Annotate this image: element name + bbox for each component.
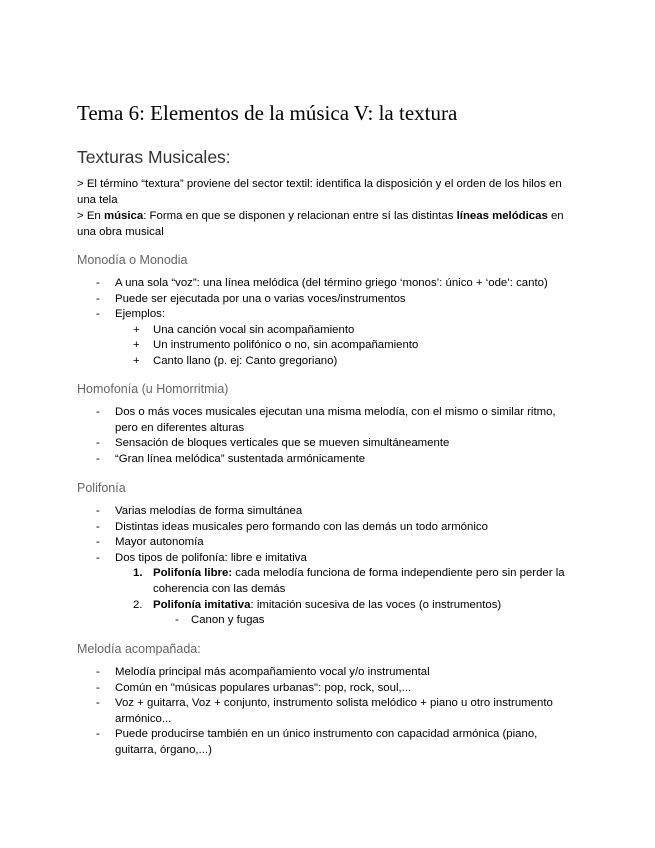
intro-text: : Forma en que se disponen y relacionan entre sí las distintas (143, 210, 457, 222)
dash-marker: - (96, 452, 100, 465)
section-polifonia (77, 480, 577, 629)
item-text: : imitación sucesiva de las voces (o instrumentos) (250, 598, 502, 611)
section-heading: Polifonía (77, 481, 126, 495)
intro-paragraph (77, 208, 575, 240)
item-text: Común en "músicas populares urbanas": pop, rock, soul,... (115, 681, 412, 694)
item-text: “Gran línea melódica” sustentada armónicamente (115, 452, 366, 465)
section-heading: Homofonía (u Homorritmia) (77, 382, 229, 396)
list-item (77, 520, 577, 536)
item-text: A una sola “voz”: una línea melódica (del término griego ‘monos’: único + ‘ode’: canto) (115, 277, 548, 289)
sub-list (153, 613, 577, 629)
sub-item-text: Una canción vocal sin acompañamiento (153, 323, 355, 336)
sub-list (115, 323, 577, 370)
document-title: Tema 6: Elementos de la música V: la textura (77, 101, 458, 125)
dash-marker: - (96, 681, 100, 694)
dash-marker: - (96, 277, 100, 289)
dash-marker: - (96, 697, 100, 710)
item-text: Puede ser ejecutada por una o varias voces/instrumentos (115, 292, 406, 305)
dash-marker: - (96, 292, 100, 305)
item-text: Mayor autonomía (115, 536, 204, 549)
item-text: Voz + guitarra, Voz + conjunto, instrumento solista melódico + piano u otro instrumento armónico... (115, 697, 553, 725)
intro-text: El término “textura” proviene del sector textil: identifica la disposición y el orden de los hilos en una tela (77, 178, 562, 206)
numbered-list (115, 566, 577, 628)
number-marker: 1. (133, 567, 143, 580)
dash-marker: - (96, 728, 100, 741)
item-text: cada melodía funciona de forma independiente pero sin perder la coherencia con las demás (153, 567, 565, 595)
item-text: Dos tipos de polifonía: libre e imitativa (115, 551, 307, 564)
list-item (77, 276, 577, 292)
item-text: Varias melodías de forma simultánea (115, 505, 303, 517)
sub-list-item (77, 323, 577, 339)
dash-marker: - (96, 406, 100, 418)
dash-marker: - (96, 536, 100, 549)
list-item (77, 307, 577, 369)
dash-marker: - (96, 437, 100, 450)
list-item (77, 551, 577, 629)
sub-list-item (77, 613, 577, 629)
list-item (77, 436, 577, 452)
number-marker: 2. (133, 598, 143, 611)
section-heading: Melodía acompañada: (77, 642, 201, 656)
dash-marker: - (96, 666, 100, 678)
item-text: Melodía principal más acompañamiento vocal y/o instrumental (115, 666, 430, 678)
item-text: Sensación de bloques verticales que se mueven simultáneamente (115, 437, 450, 450)
section-subtitle: Texturas Musicales: (77, 147, 231, 167)
section-heading: Monodía o Monodia (77, 253, 188, 267)
plus-marker: + (133, 323, 140, 336)
dash-marker: - (96, 551, 100, 564)
list-item (77, 727, 577, 758)
list-item (77, 696, 577, 727)
intro-paragraph (77, 176, 575, 208)
numbered-item-text (153, 599, 501, 611)
section-monodia (77, 252, 577, 370)
item-text: Puede producirse también en un único instrumento con capacidad armónica (piano, guitarra, órgano,...) (115, 728, 538, 756)
dash-marker: - (175, 614, 179, 627)
bold-term: música (103, 210, 144, 222)
list-item (77, 535, 577, 551)
plus-marker: + (133, 339, 140, 352)
section-homofonia (77, 381, 577, 467)
numbered-item (77, 598, 577, 629)
sub-list-item (77, 354, 577, 370)
bold-term: Polifonía libre: (153, 567, 233, 580)
list-item (77, 681, 577, 697)
bullet-list (77, 276, 577, 370)
sub-item-text: Canto llano (p. ej: Canto gregoriano) (153, 354, 338, 367)
item-text: Ejemplos: (115, 308, 166, 321)
intro-paragraphs (77, 176, 575, 240)
dash-marker: - (96, 520, 100, 533)
bullet-list (77, 665, 577, 759)
dash-marker: - (96, 505, 100, 517)
bullet-list (77, 504, 577, 629)
intro-text: En (86, 210, 104, 222)
plus-marker: + (133, 354, 140, 367)
bold-term: líneas melódicas (456, 210, 548, 222)
sub-item-text: Canon y fugas (191, 614, 265, 627)
section-melodia-acompanada (77, 641, 577, 759)
bold-term: Polifonía imitativa (153, 598, 251, 611)
bullet-list (77, 405, 577, 467)
numbered-item (77, 566, 577, 597)
list-item (77, 665, 577, 681)
list-item (77, 452, 577, 468)
intro-text: en una obra musical (77, 210, 564, 238)
item-text: Distintas ideas musicales pero formando con las demás un todo armónico (115, 520, 488, 533)
numbered-item-text (153, 567, 565, 595)
intro-marker: > (77, 210, 87, 222)
sub-list-item (77, 338, 577, 354)
list-item (77, 292, 577, 308)
list-item (77, 504, 577, 520)
sub-item-text: Un instrumento polifónico o no, sin acompañamiento (153, 339, 419, 352)
item-text: Dos o más voces musicales ejecutan una misma melodía, con el mismo o similar ritmo, pero en diferentes alturas (115, 406, 556, 434)
intro-marker: > (77, 178, 87, 190)
list-item (77, 405, 577, 436)
dash-marker: - (96, 308, 100, 321)
